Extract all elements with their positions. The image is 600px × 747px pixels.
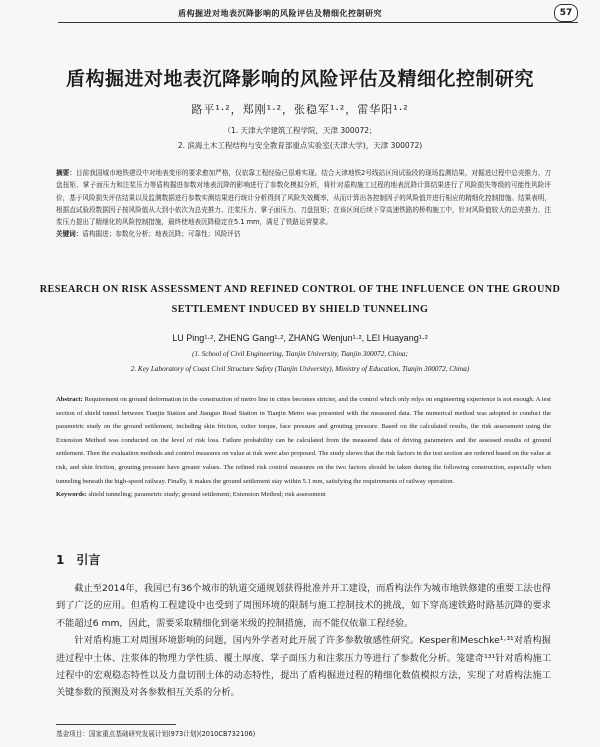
section-heading xyxy=(56,551,112,568)
abstract-cn-label: 摘要： xyxy=(56,169,76,177)
keywords-cn-label: 关键词： xyxy=(56,230,83,239)
affiliation-en-1: (1. School of Civil Engineering, Tianjin University, Tianjin 300072, China; xyxy=(192,350,408,358)
title-chinese: 盾构掘进对地表沉降影响的风险评估及精细化控制研究 xyxy=(65,68,534,90)
running-header xyxy=(58,8,578,23)
section-number: 1 xyxy=(56,553,65,567)
page-number: 57 xyxy=(554,4,578,22)
authors-english: LU Ping¹·², ZHENG Gang¹·², ZHANG Wenjun¹·², LEI Huayang¹·² xyxy=(172,333,428,343)
body-paragraph: 针对盾构施工对周围环境影响的问题，国内外学者对此开展了许多参数敏感性研究。Kesper和Meschke¹·³¹对盾构掘进过程中土体、注浆体的物理力学性质、覆土厚度、掌子面压力和注浆压力等进行了参数化分析。笼建奇¹³¹针对盾构施工过程中的宏观稳态特性以及力盘切削土体的动态特性，提出了盾构掘进过程的精细化数值模拟方法，实现了对盾构法施工关键参数的预测及对各参数相互关系的分析。 xyxy=(56,635,551,699)
title-english: RESEARCH ON RISK ASSESSMENT AND REFINED CONTROL OF THE INFLUENCE ON THE GROUND SETTLEMENT INDUCED BY SHIELD TUNNELING xyxy=(39,284,561,315)
abstract-chinese xyxy=(56,167,551,241)
footnote-divider xyxy=(56,724,176,725)
body-text xyxy=(56,580,551,702)
keywords-cn: 盾构掘进；参数化分析；地表沉降；可靠性；风险评估 xyxy=(82,230,241,239)
running-title: 盾构掘进对地表沉降影响的风险评估及精细化控制研究 xyxy=(178,9,382,18)
keywords-en: shield tunneling; parametric study; ground settlement; Extension Method; risk assessment xyxy=(88,491,326,499)
abstract-cn-text: 目前我国城市地铁建设中对地表变形的要求愈加严格，仅依靠工程经验已很难实现。结合天津地铁2号线站区间试验段的现场监测结果，对掘进过程中总壳推力、刀盘扭矩、掌子面压力和注浆压力等盾构掘进参数对地表沉降的影响进行了参数化模拟分析，将针对盾构施工过程的地表沉降计算结果进行了风险损失等级的可能性风险评价，基于风险损失评估结果以及监测数据进行参数实测结果进行统计分析得到了风险失效概率，从而计算出各控制因子的风险值并进行相应的精细化控制措施。结果表明，根据直试验段数据因子按风险值从大到小依次为总壳推力、注浆压力、掌子面压力、刀盘扭矩；在该区间后续下穿高速铁路的桥构施工中，针对风险值较大的总壳推力、注浆压力提出了精细化的风险控制措施，最终使地表沉降稳定在5.1 mm，满足了铁路运营要求。 xyxy=(56,169,551,227)
affiliation-cn-1: （1. 天津大学建筑工程学院，天津 300072； xyxy=(223,126,377,135)
abstract-en-label: Abstract: xyxy=(56,396,83,403)
body-paragraph: 截止至2014年，我国已有36个城市的轨道交通规划获得批准并开工建设，而盾构法作为城市地铁修建的重要工法也得到了广泛的应用。但盾构工程建设中也受到了周围环境的限制与施工控制技术的挑战，如下穿高速铁路时路基沉降的要求不能超过6 mm，因此，需要采取精细化到毫米级的控制措施，而不能仅依靠工程经验。 xyxy=(56,583,551,629)
keywords-en-label: Keywords: xyxy=(56,491,87,499)
abstract-english xyxy=(56,393,551,502)
funding-footnote: 基金项目：国家重点基础研究发展计划(973计划)(2010CB732106) xyxy=(56,730,256,738)
affiliation-cn-2: 2. 滨海土木工程结构与安全教育部重点实验室(天津大学)，天津 300072) xyxy=(177,141,423,150)
section-title: 引言 xyxy=(76,553,101,567)
authors-chinese: 路平¹·²，郑刚¹·²，张稳军¹·²，雷华阳¹·² xyxy=(191,103,409,116)
abstract-en-text: Requirement on ground deformation in the construction of metro line in cities becomes stricter, and the control which only relys on engineering experience is not enough. A test section of shield tunnel between Tianjin Station and Jianguo Road Station in Tianjin Metro was presented with the measured data. The numerical method was adopted to conduct the parametric study on the ground settlement, including skin friction, cutter torque, face pressure and grouting pressure. Based on the calculated results, the risk assessment using the Extension Method was conducted on the level of risk loss. Failure probability can be calculated from the measured data of driving parameters and the assessed results of ground settlement. Then the evaluation methods and control measures on value at risk were also proposed. The study shows that the risk factors in the test section are ordered based on the value at risk, and skin friction, grouting pressure have greater values. The refined risk control measures on the two factors should be taken during the following construction, especially when tunneling beneath the high-speed railway. Finally, it makes the ground settlement stay within 5.1 mm, satisfying the requirements of railway operation. xyxy=(56,396,551,485)
affiliation-en-2: 2. Key Laboratory of Coast Civil Structure Safety (Tianjin University), Ministry of Education, Tianjin 300072, China) xyxy=(130,365,470,373)
